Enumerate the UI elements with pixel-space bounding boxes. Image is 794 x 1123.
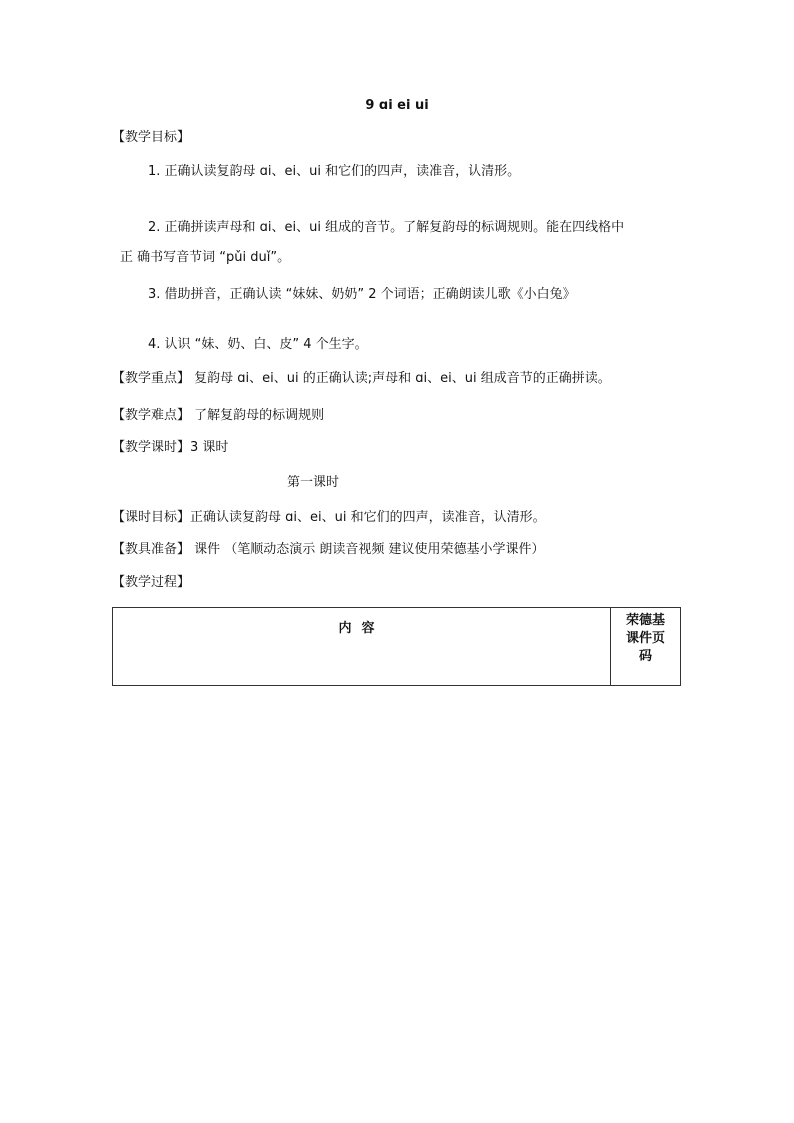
content-header: 内容: [113, 608, 611, 686]
difficulty: 【教学难点】 了解复韵母的标调规则: [112, 408, 325, 423]
page-code-header-line-3: 码: [639, 649, 653, 664]
page-code-header-line-1: 荣德基: [626, 613, 666, 628]
process-table: [112, 607, 681, 686]
process-heading: 【教学过程】: [112, 575, 191, 590]
goal-item-2-continued: 正 确书写音节词 “pǔi duǐ”。: [120, 250, 291, 265]
goal-item-1: 1. 正确认读复韵母 ɑi、ei、ui 和它们的四声，读准音，认清形。: [148, 164, 521, 179]
table-row: [113, 608, 681, 686]
goal-item-3: 3. 借助拼音，正确认读 “妹妹、奶奶” 2 个词语；正确朗读儿歌《小白兔》: [148, 287, 576, 302]
goal-item-4: 4. 认识 “妹、奶、白、皮” 4 个生字。: [148, 337, 368, 352]
lesson-title: 第一课时: [287, 475, 340, 490]
goal-heading: 【教学目标】: [112, 130, 191, 145]
page-code-header-line-2: 课件页: [626, 631, 666, 646]
lesson-goal: 【课时目标】正确认读复韵母 ɑi、ei、ui 和它们的四声，读准音，认清形。: [112, 510, 546, 525]
page-code-header: [611, 608, 681, 686]
key-points: 【教学重点】 复韵母 ɑi、ei、ui 的正确认读;声母和 ɑi、ei、ui 组成音节的正确拼读。: [112, 371, 611, 386]
class-hours: 【教学课时】3 课时: [112, 440, 229, 455]
document-title: 9 ɑi ei ui: [365, 98, 429, 113]
materials: 【教具准备】 课件 （笔顺动态演示 朗读音视频 建议使用荣德基小学课件）: [112, 542, 545, 557]
goal-item-2: 2. 正确拼读声母和 ɑi、ei、ui 组成的音节。了解复韵母的标调规则。能在四线格中: [148, 220, 625, 235]
